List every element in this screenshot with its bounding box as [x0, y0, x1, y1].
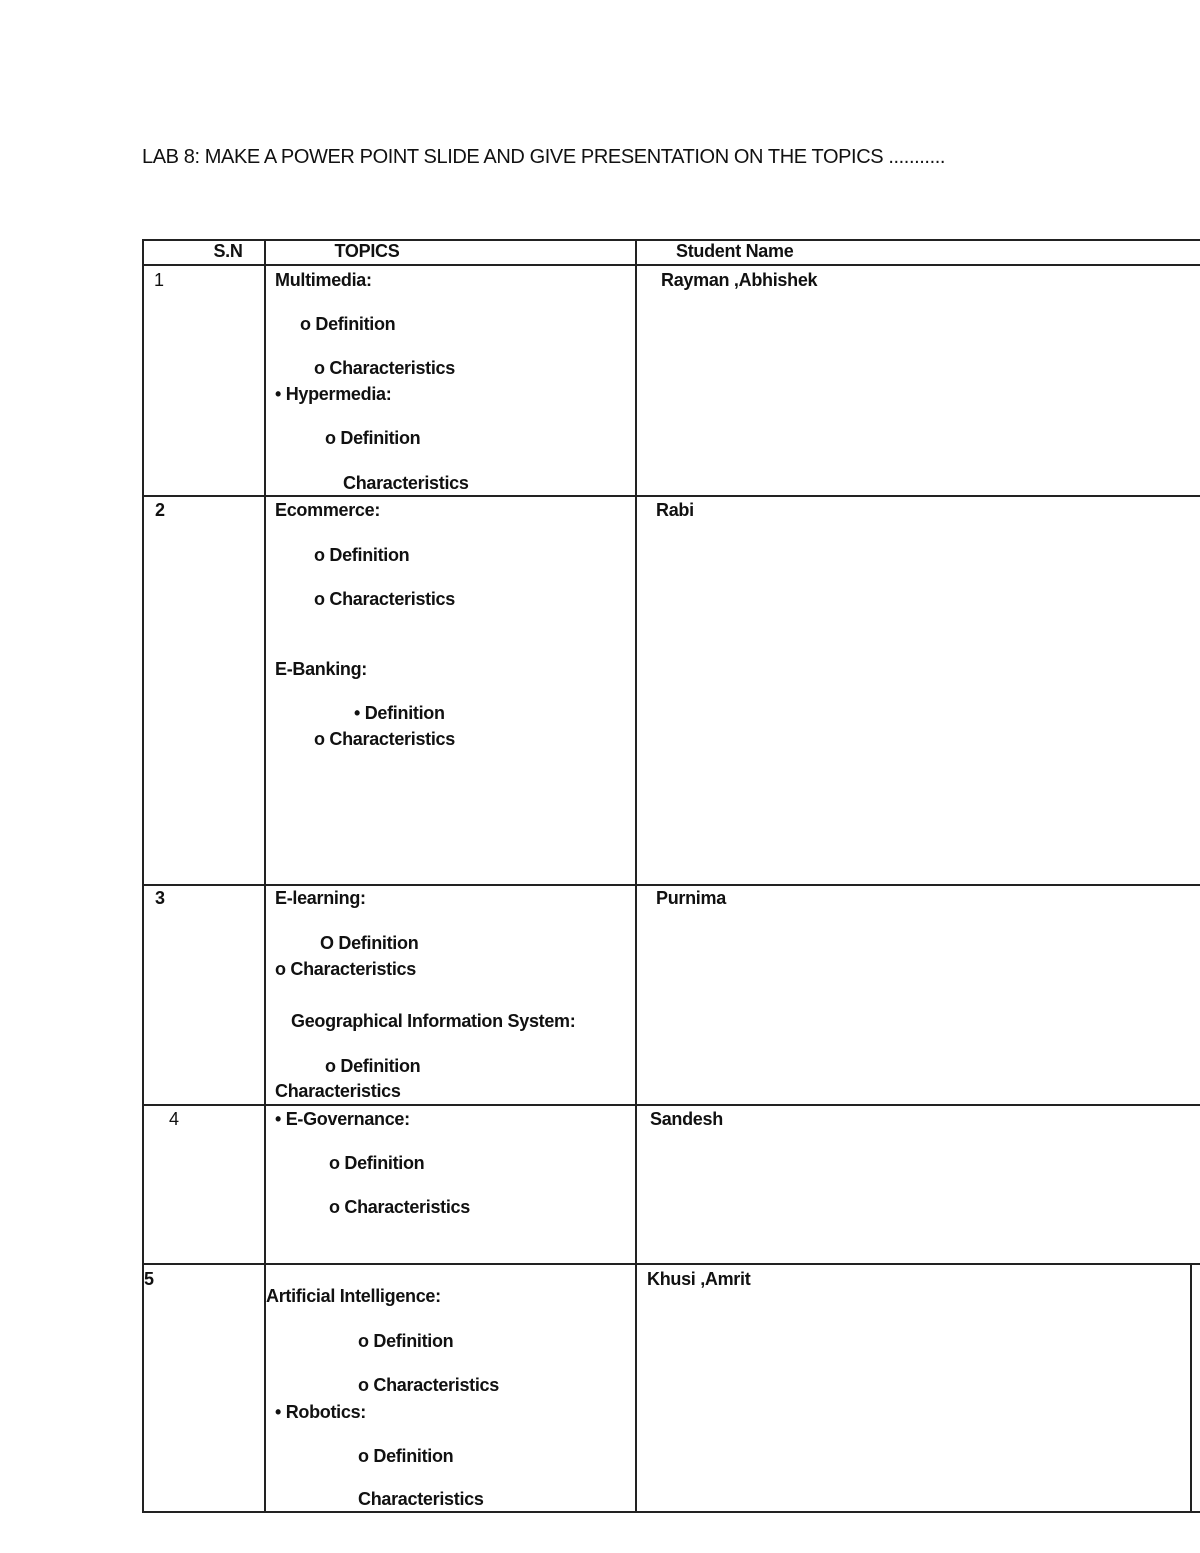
- row-5-topic-line-1: Artificial Intelligence:: [266, 1286, 441, 1306]
- row-3-sn: 3: [155, 888, 165, 908]
- row-3-bottom-border: [142, 1104, 1200, 1106]
- row-1-topic-line-1: Multimedia:: [275, 270, 372, 290]
- row-2-topic-line-6: o Characteristics: [314, 729, 455, 749]
- header-student-name: Student Name: [676, 241, 794, 261]
- row-1-student: Rayman ,Abhishek: [661, 270, 818, 290]
- table-bottom-border: [142, 1511, 1200, 1513]
- row-4-topic-line-1: • E-Governance:: [275, 1109, 410, 1129]
- row-4-topic-line-2: o Definition: [329, 1153, 425, 1173]
- row-3-topic-line-1: E-learning:: [275, 888, 366, 908]
- row-5-sn: 5: [144, 1269, 154, 1289]
- row-2-topic-line-2: o Definition: [314, 545, 410, 565]
- row-1-topic-line-2: o Definition: [300, 314, 396, 334]
- row-1-topic-line-4: • Hypermedia:: [275, 384, 392, 404]
- row-4-sn: 4: [169, 1109, 179, 1129]
- row-4-topic-line-3: o Characteristics: [329, 1197, 470, 1217]
- row-5-topic-line-6: Characteristics: [358, 1489, 484, 1509]
- row-2-topic-line-4: E-Banking:: [275, 659, 368, 679]
- row-2-bottom-border: [142, 884, 1200, 886]
- row-5-topic-line-4: • Robotics:: [275, 1402, 366, 1422]
- row-1-topic-line-3: o Characteristics: [314, 358, 455, 378]
- row-1-sn: 1: [154, 270, 164, 290]
- sn-topics-divider: [264, 239, 266, 1513]
- row-2-topic-line-3: o Characteristics: [314, 589, 455, 609]
- row-1-topic-line-5: o Definition: [325, 428, 421, 448]
- table-left-border: [142, 239, 144, 1513]
- row-3-topic-line-4: Geographical Information System:: [291, 1011, 576, 1031]
- row-3-student: Purnima: [656, 888, 726, 908]
- topics-student-divider: [635, 239, 637, 1513]
- row-2-topic-line-5: • Definition: [354, 703, 445, 723]
- row-4-bottom-border: [142, 1263, 1200, 1265]
- page-title: LAB 8: MAKE A POWER POINT SLIDE AND GIVE PRESENTATION ON THE TOPICS ...........: [142, 146, 946, 168]
- row-3-topic-line-6: Characteristics: [275, 1081, 401, 1101]
- row-2-sn: 2: [155, 500, 165, 520]
- header-topics: TOPICS: [334, 241, 400, 261]
- header-row-divider: [142, 264, 1200, 266]
- row-5-topic-line-5: o Definition: [358, 1446, 454, 1466]
- row-4-student: Sandesh: [650, 1109, 723, 1129]
- row-3-topic-line-3: o Characteristics: [275, 959, 416, 979]
- row-5-topic-line-2: o Definition: [358, 1331, 454, 1351]
- row-1-topic-line-6: Characteristics: [343, 473, 469, 493]
- header-sn: S.N: [213, 241, 243, 261]
- row-1-bottom-border: [142, 495, 1200, 497]
- row-3-topic-line-5: o Definition: [325, 1056, 421, 1076]
- row-5-topic-line-3: o Characteristics: [358, 1375, 499, 1395]
- row-5-right-border: [1190, 1263, 1192, 1513]
- row-2-student: Rabi: [656, 500, 694, 520]
- row-2-topic-line-1: Ecommerce:: [275, 500, 381, 520]
- row-5-student: Khusi ,Amrit: [647, 1269, 751, 1289]
- row-3-topic-line-2: O Definition: [320, 933, 419, 953]
